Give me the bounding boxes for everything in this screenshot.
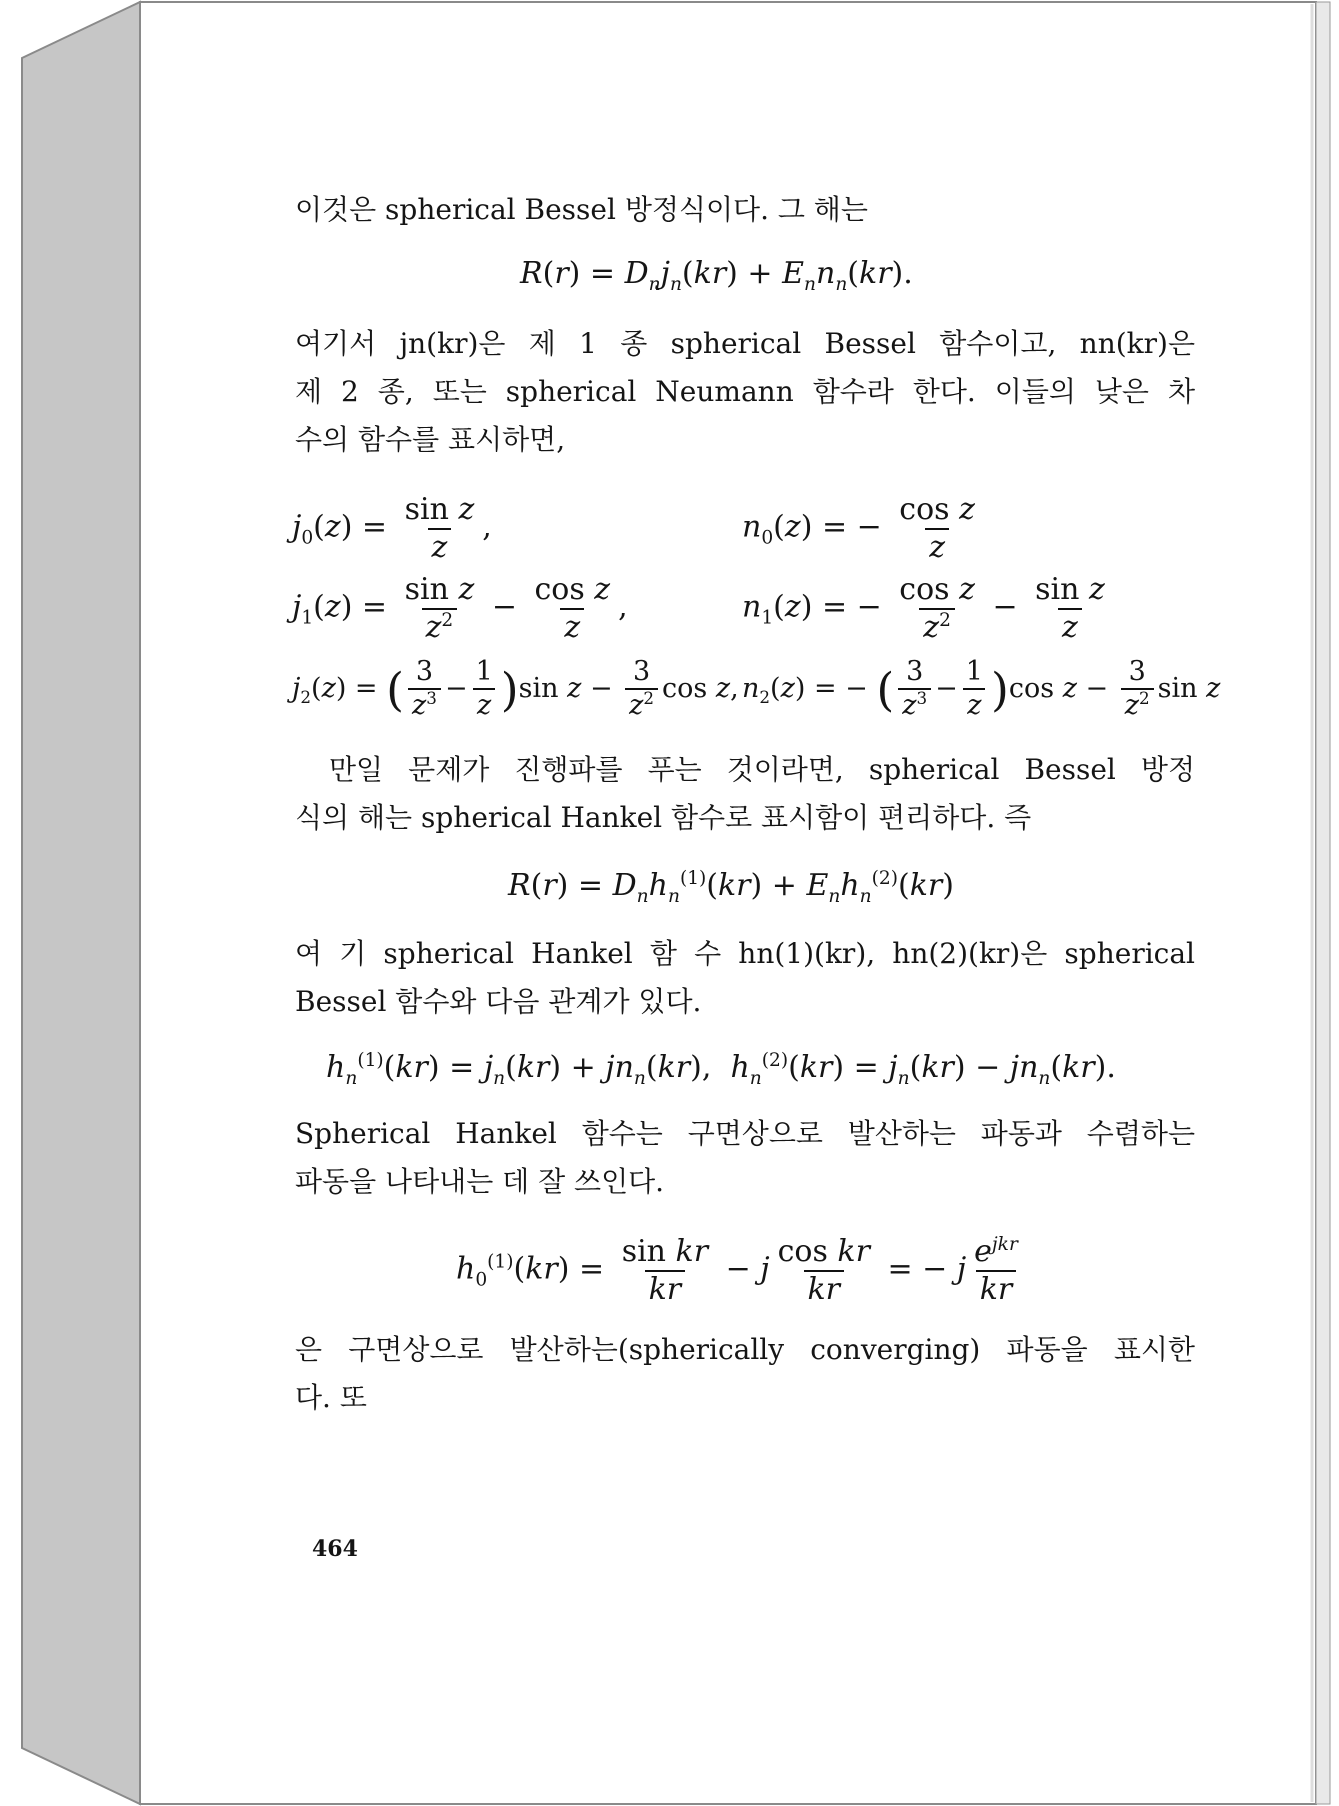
paragraph-hankel-usage [295,1110,1195,1206]
text-line: 만일 문제가 진행파를 푸는 것이라면, spherical Bessel 방정 [329,753,1195,786]
paragraph-intro [295,186,1195,234]
equation-j2: $j_2(z)$ = ( $\frac{3}{z^3}$ − $\frac{1}{z}$ )sin z − $\frac{3}{z^2}$ cos z, [292,656,739,722]
text-line: 파동을 나타내는 데 잘 쓰인다. [295,1165,665,1198]
equation-j1: $j_1(z)$ = $\frac{\text{sin z}}{z^2}$ − $\frac{\text{cos z}}{z}$ , [292,572,628,645]
equation-n0: $n_0(z)$ = − $\frac{\text{cos z}}{z}$ [742,492,975,565]
paragraph-converging [295,1326,1195,1422]
text-line: Spherical Hankel 함수는 구면상으로 발산하는 파동과 수렴하는 [295,1117,1195,1150]
paragraph-bessel-definition [295,320,1195,464]
paragraph-traveling-wave [295,746,1195,842]
text-line: 다. 또 [295,1381,367,1414]
text-line: 제 2 종, 또는 spherical Neumann 함수라 한다. 이들의 낮은 차 [295,375,1195,408]
text-line: 여기서 jn(kr)은 제 1 종 spherical Bessel 함수이고, nn(kr)은 [295,327,1195,360]
text-line: 식의 해는 spherical Hankel 함수로 표시함이 편리하다. 즉 [295,801,1032,834]
page-edge-shadow [1316,2,1330,1804]
equation-n1: $n_1(z)$ = − $\frac{\text{cos z}}{z^2}$ − $\frac{\text{sin z}}{z}$ [742,572,1105,645]
text-line: 수의 함수를 표시하면, [295,423,566,456]
text-line: Bessel 함수와 다음 관계가 있다. [295,985,702,1018]
book-spine [22,2,140,1804]
equation-hankel-definitions: $h_n^{(1)}(kr) = j_n(kr) + jn_n(kr)$, $h_n^{(2)}(kr) = j_n(kr) - jn_n(kr)$. [326,1050,1116,1089]
text-line: 은 구면상으로 발산하는(spherically converging) 파동을 표시한 [295,1333,1195,1366]
equation-radial-bessel: $R(r) = D_nj_n(kr) + E_nn_n(kr)$. [520,256,913,295]
text-line: 여 기 spherical Hankel 함 수 hn(1)(kr), hn(2)(kr)은 spherical [295,937,1195,970]
paragraph-intro-text: 이것은 spherical Bessel 방정식이다. 그 해는 [295,193,868,226]
paragraph-hankel-relation [295,930,1195,1026]
equation-j0: $j_0(z)$ = $\frac{\text{sin z}}{z}$ , [292,492,492,565]
equation-h0: $h_0^{(1)}(kr)$ = $\frac{\text{sin kr}}{kr}$ − j $\frac{\text{cos kr}}{kr}$ = − j $\frac{e^{jkr}}{kr}$ [456,1234,1018,1307]
equation-radial-hankel: $R(r) = D_nh_n^{(1)}(kr) + E_nh_n^{(2)}(kr)$ [508,868,954,907]
equation-n2: $n_2(z)$ = − ( $\frac{3}{z^3}$ − $\frac{1}{z}$ )cos z − $\frac{3}{z^2}$ sin z [742,656,1221,722]
page-number: 464 [312,1536,358,1562]
